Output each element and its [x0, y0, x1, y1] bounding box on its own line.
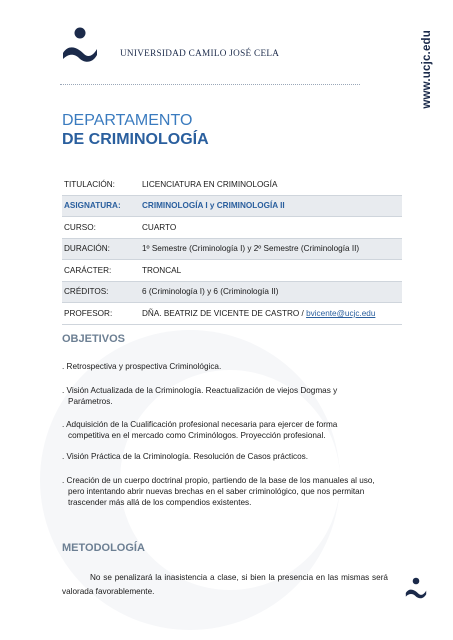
- info-label: CARÁCTER:: [62, 260, 140, 282]
- info-label: DURACIÓN:: [62, 238, 140, 260]
- header-divider: [60, 84, 360, 85]
- objective-line: . Creación de un cuerpo doctrinal propio, partiendo de la base de los manuales al uso,: [62, 476, 375, 485]
- info-label: CRÉDITOS:: [62, 281, 140, 303]
- course-info-table: [62, 174, 402, 325]
- ucjc-logo-icon: [60, 26, 100, 70]
- info-row-creditos: [62, 281, 402, 303]
- department-title-line1: DEPARTAMENTO: [62, 112, 193, 129]
- info-row-curso: [62, 217, 402, 239]
- objective-item: [62, 451, 392, 462]
- objetivos-heading: OBJETIVOS: [62, 333, 125, 345]
- info-row-duracion: [62, 238, 402, 260]
- objective-line: . Visión Práctica de la Criminología. Resolución de Casos prácticos.: [62, 452, 309, 461]
- info-label: CURSO:: [62, 217, 140, 239]
- professor-email-link[interactable]: bvicente@ucjc.edu: [306, 308, 376, 318]
- info-label: TITULACIÓN:: [62, 174, 140, 195]
- ucjc-logo-icon: [404, 576, 428, 604]
- objective-item: [62, 361, 392, 372]
- objective-line: Parámetros.: [68, 397, 113, 407]
- info-value: 1º Semestre (Criminología I) y 2º Semestre (Criminología II): [140, 238, 402, 260]
- professor-name: DÑA. BEATRIZ DE VICENTE DE CASTRO /: [142, 308, 307, 318]
- objective-item: [62, 475, 392, 509]
- objective-line: trascender más allá de los compendios existentes.: [68, 498, 252, 508]
- objective-line: . Adquisición de la Cualificación profesional necesaria para ejercer de forma: [62, 420, 338, 429]
- metodologia-heading: METODOLOGÍA: [62, 542, 145, 554]
- objective-line: competitiva en el mercado como Criminólogos. Proyección profesional.: [68, 431, 326, 441]
- info-label: PROFESOR:: [62, 303, 140, 325]
- objective-item: [62, 385, 392, 407]
- info-value: TRONCAL: [140, 260, 402, 282]
- website-url[interactable]: www.ucjc.edu: [421, 30, 433, 109]
- info-label: ASIGNATURA:: [62, 195, 140, 217]
- info-row-caracter: [62, 260, 402, 282]
- info-value: 6 (Criminología I) y 6 (Criminología II): [140, 281, 402, 303]
- info-row-profesor: [62, 303, 402, 325]
- info-value: LICENCIATURA EN CRIMINOLOGÍA: [140, 174, 402, 195]
- objective-line: pero intentando abrir nuevas brechas en el saber criminológico, que nos permitan: [68, 487, 365, 497]
- metodologia-text: No se penalizará la inasistencia a clase, si bien la presencia en las mismas será valorada favorablemente.: [62, 573, 388, 596]
- info-row-asignatura: [62, 195, 402, 217]
- department-title-line2: DE CRIMINOLOGÍA: [62, 131, 209, 148]
- info-row-titulacion: [62, 174, 402, 195]
- info-value: CRIMINOLOGÍA I y CRIMINOLOGÍA II: [140, 195, 402, 217]
- university-name: UNIVERSIDAD CAMILO JOSÉ CELA: [120, 48, 280, 58]
- objective-line: . Retrospectiva y prospectiva Criminológica.: [62, 362, 222, 371]
- info-value: [140, 303, 402, 325]
- objective-item: [62, 419, 392, 441]
- objective-line: . Visión Actualizada de la Criminología. Reactualización de viejos Dogmas y: [62, 386, 338, 395]
- info-value: CUARTO: [140, 217, 402, 239]
